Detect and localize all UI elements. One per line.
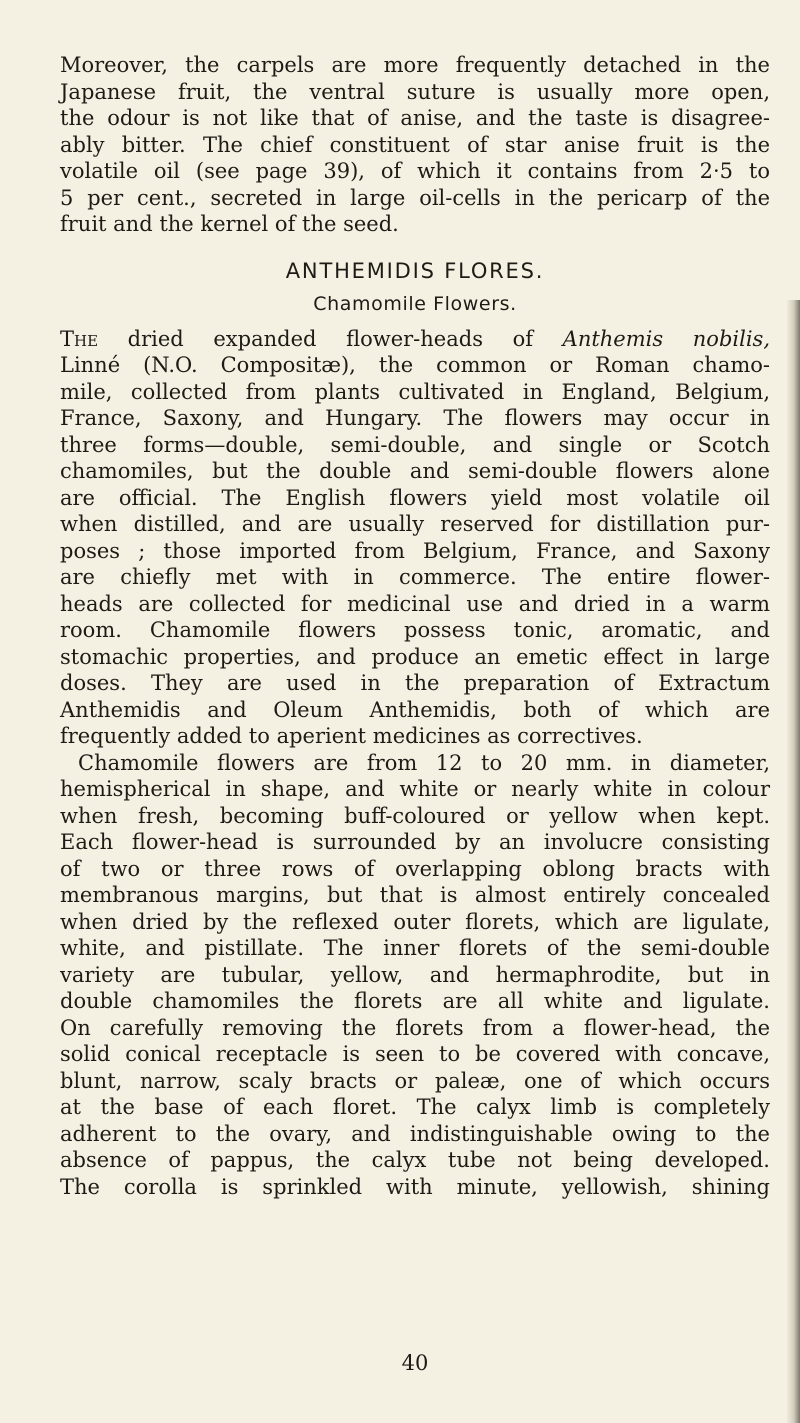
p2-line: variety are tubular, yellow, and hermaphrodite, but in	[60, 962, 770, 987]
p2-line: hemispherical in shape, and white or nearly white in colour	[60, 777, 770, 801]
p2-line: blunt, narrow, scaly bracts or paleæ, one of which occurs	[60, 1068, 770, 1093]
page-edge-shadow	[786, 300, 800, 1423]
p1-line: doses. They are used in the preparation of Extractum	[60, 671, 770, 695]
p2-line: solid conical receptacle is seen to be covered with concave,	[60, 1042, 770, 1066]
p2-line: when dried by the reflexed outer florets, which are ligulate,	[60, 909, 770, 934]
p2-line: of two or three rows of overlapping oblong bracts with	[60, 856, 770, 881]
intro-line-4: ably bitter. The chief constituent of star anise fruit is the	[60, 132, 770, 157]
page-text	[60, 52, 770, 1375]
p2-line: The corolla is sprinkled with minute, yellowish, shining	[60, 1174, 770, 1199]
p1-line: Linné (N.O. Compositæ), the common or Roman chamo-	[60, 353, 770, 377]
p1-line: are chiefly met with in commerce. The entire flower-	[60, 565, 770, 589]
p1-line: chamomiles, but the double and semi-double flowers alone	[60, 459, 770, 483]
p1-first-word: The	[60, 326, 99, 351]
p2-line: On carefully removing the florets from a flower-head, the	[60, 1015, 770, 1040]
p2-line: adherent to the ovary, and indistinguishable owing to the	[60, 1121, 770, 1146]
p2-first-line: Chamomile flowers are from 12 to 20 mm. in diameter,	[78, 750, 770, 775]
p1-line: three forms—double, semi-double, and single or Scotch	[60, 432, 770, 457]
p1-line: France, Saxony, and Hungary. The flowers may occur in	[60, 406, 770, 430]
intro-line-6: 5 per cent., secreted in large oil-cells in the pericarp of the	[60, 185, 770, 210]
intro-line-7: fruit and the kernel of the seed.	[60, 212, 399, 236]
p1-line: room. Chamomile flowers possess tonic, aromatic, and	[60, 618, 770, 642]
p2-line: double chamomiles the florets are all white and ligulate.	[60, 989, 770, 1013]
p2-line: when fresh, becoming buff-coloured or yellow when kept.	[60, 803, 770, 828]
p2-line: Each flower-head is surrounded by an involucre consisting	[60, 830, 770, 854]
section-title: ANTHEMIDIS FLORES.	[285, 258, 545, 283]
p2-line: absence of pappus, the calyx tube not being developed.	[60, 1148, 770, 1172]
p1-line: mile, collected from plants cultivated in England, Belgium,	[60, 379, 770, 404]
p1-line: when distilled, and are usually reserved for distillation pur-	[60, 512, 770, 536]
p2-line: white, and pistillate. The inner florets of the semi-double	[60, 936, 770, 960]
p2-line: membranous margins, but that is almost entirely concealed	[60, 883, 770, 907]
p1-line: poses ; those imported from Belgium, France, and Saxony	[60, 538, 770, 563]
p2-line: at the base of each floret. The calyx limb is completely	[60, 1095, 770, 1119]
p1-line: are official. The English flowers yield most volatile oil	[60, 485, 770, 510]
p1-line: heads are collected for medicinal use and dried in a warm	[60, 591, 770, 616]
p1-species-name: Anthemis nobilis,	[562, 326, 770, 351]
p1-line-1	[60, 326, 770, 353]
intro-line-3: the odour is not like that of anise, and the taste is disagree-	[60, 106, 770, 130]
intro-line-5: volatile oil (see page 39), of which it contains from 2·5 to	[60, 159, 770, 183]
intro-line-1: Moreover, the carpels are more frequently detached in the	[60, 53, 770, 77]
intro-line-2: Japanese fruit, the ventral suture is usually more open,	[60, 79, 770, 104]
section-subtitle: Chamomile Flowers.	[313, 292, 517, 315]
p1-last-line: frequently added to aperient medicines as correctives.	[60, 724, 643, 748]
p1-line-1-mid: dried expanded flower-heads of	[98, 326, 563, 351]
p1-line: stomachic properties, and produce an emetic effect in large	[60, 644, 770, 669]
p1-line: Anthemidis and Oleum Anthemidis, both of which are	[60, 697, 770, 722]
page-number: 40	[401, 1351, 429, 1375]
